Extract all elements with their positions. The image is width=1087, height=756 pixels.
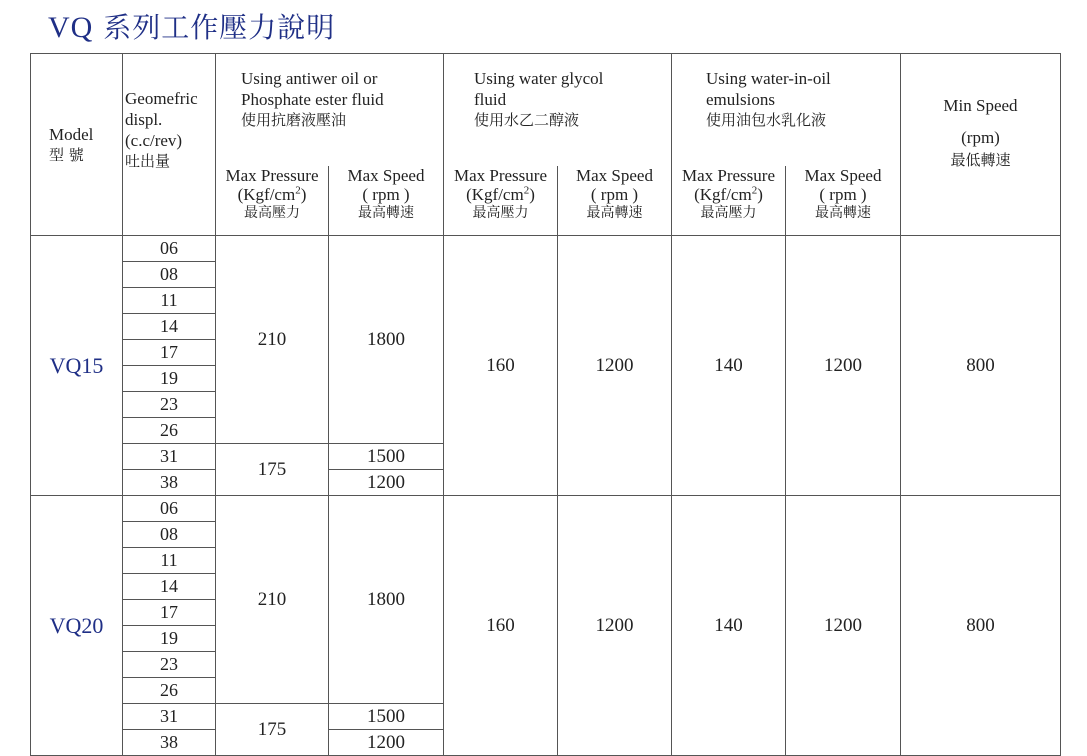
glycol-speed-cell: 1200 [558,496,672,756]
max-speed-zh: 最高轉速 [815,204,871,221]
displacement-cell: 17 [123,600,216,626]
max-speed-unit: ( rpm ) [819,184,867,204]
group-antiwear-header [216,54,444,166]
displ-header [123,54,216,236]
max-pressure-zh: 最高壓力 [472,204,529,221]
emulsion-pressure-cell: 140 [672,236,786,496]
max-pressure-label: Max Pressure [225,165,319,185]
model-header-zh: 型 號 [49,146,84,164]
displ-header-line2: displ. [125,110,163,129]
group-antiwear-line1: Using antiwer oil or [241,69,378,88]
large-speed-cell: 1200 [329,730,444,756]
group-emulsion-zh: 使用油包水乳化液 [706,111,827,129]
displacement-cell: 26 [123,678,216,704]
displacement-cell: 08 [123,522,216,548]
glycol-max-speed-header [558,166,672,236]
displacement-cell: 17 [123,340,216,366]
max-speed-label: Max Speed [576,165,653,185]
displacement-cell: 14 [123,314,216,340]
unit-post: ) [300,184,307,204]
table-row [31,236,1061,262]
unit-pre: (Kgf/cm [694,184,752,204]
antiwear-speed-cell: 1800 [329,496,444,704]
group-glycol-line2: fluid [474,90,507,109]
max-pressure-unit [216,185,328,204]
antiwear-max-pressure-header [216,166,329,236]
max-pressure-unit [444,185,557,204]
max-speed-zh: 最高轉速 [358,204,414,221]
pressure-spec-table [30,53,1061,756]
glycol-speed-cell: 1200 [558,236,672,496]
model-name: VQ20 [31,496,123,756]
max-speed-unit: ( rpm ) [590,184,639,204]
model-name: VQ15 [31,236,123,496]
emulsion-speed-cell: 1200 [786,496,901,756]
min-speed-cell: 800 [901,236,1061,496]
max-speed-label: Max Speed [347,165,425,185]
emulsion-pressure-cell: 140 [672,496,786,756]
large-speed-cell: 1500 [329,704,444,730]
displacement-cell: 08 [123,262,216,288]
displacement-cell: 38 [123,730,216,756]
model-header-en: Model [49,125,94,144]
group-glycol-header [444,54,672,166]
max-speed-zh: 最高轉速 [586,204,643,221]
displacement-cell: 11 [123,288,216,314]
max-pressure-zh: 最高壓力 [244,204,300,221]
max-pressure-zh: 最高壓力 [700,204,757,221]
min-speed-header [901,54,1061,236]
min-speed-header-unit: (rpm) [961,128,1000,147]
glycol-max-pressure-header [444,166,558,236]
page-title [48,6,335,46]
displacement-cell: 26 [123,418,216,444]
unit-pre: (Kgf/cm [466,184,524,204]
displacement-cell: 06 [123,236,216,262]
antiwear-speed-cell: 1800 [329,236,444,444]
min-speed-header-en: Min Speed [943,96,1018,115]
displ-header-zh: 吐出量 [125,152,171,170]
unit-post: ) [529,184,535,204]
glycol-pressure-cell: 160 [444,236,558,496]
group-glycol-zh: 使用水乙二醇液 [474,111,580,129]
large-speed-cell: 1500 [329,444,444,470]
antiwear-max-speed-header [329,166,444,236]
min-speed-header-zh: 最低轉速 [950,151,1011,169]
header-row-1 [31,54,1061,166]
displacement-cell: 06 [123,496,216,522]
displacement-cell: 31 [123,704,216,730]
unit-sup: 2 [751,183,758,196]
large-pressure-cell: 175 [216,444,329,496]
unit-pre: (Kgf/cm [237,184,296,204]
emulsion-speed-cell: 1200 [786,236,901,496]
displacement-cell: 31 [123,444,216,470]
unit-sup: 2 [295,183,301,196]
group-emulsion-line2: emulsions [706,90,775,109]
max-pressure-label: Max Pressure [453,165,547,185]
emulsion-max-pressure-header [672,166,786,236]
displacement-cell: 19 [123,366,216,392]
max-pressure-unit [672,185,785,204]
min-speed-cell: 800 [901,496,1061,756]
antiwear-pressure-cell: 210 [216,236,329,444]
group-emulsion-header [672,54,901,166]
unit-post: ) [757,184,763,204]
displ-header-line3: (c.c/rev) [125,131,183,150]
group-glycol-line1: Using water glycol [474,69,604,88]
title-text: 系列工作壓力說明 [103,11,336,44]
large-speed-cell: 1200 [329,470,444,496]
large-pressure-cell: 175 [216,704,329,756]
displacement-cell: 14 [123,574,216,600]
model-header [31,54,123,236]
emulsion-max-speed-header [786,166,901,236]
displacement-cell: 19 [123,626,216,652]
max-speed-unit: ( rpm ) [362,184,410,204]
title-prefix: VQ [48,11,94,44]
antiwear-pressure-cell: 210 [216,496,329,704]
group-antiwear-line2: Phosphate ester fluid [241,90,384,109]
unit-sup: 2 [523,183,530,196]
table-row [31,496,1061,522]
glycol-pressure-cell: 160 [444,496,558,756]
displacement-cell: 11 [123,548,216,574]
max-speed-label: Max Speed [804,165,882,185]
group-antiwear-zh: 使用抗磨液壓油 [241,111,347,129]
group-emulsion-line1: Using water-in-oil [706,69,831,88]
max-pressure-label: Max Pressure [681,165,775,185]
displacement-cell: 38 [123,470,216,496]
displ-header-line1: Geomefric [125,89,198,108]
displacement-cell: 23 [123,392,216,418]
displacement-cell: 23 [123,652,216,678]
